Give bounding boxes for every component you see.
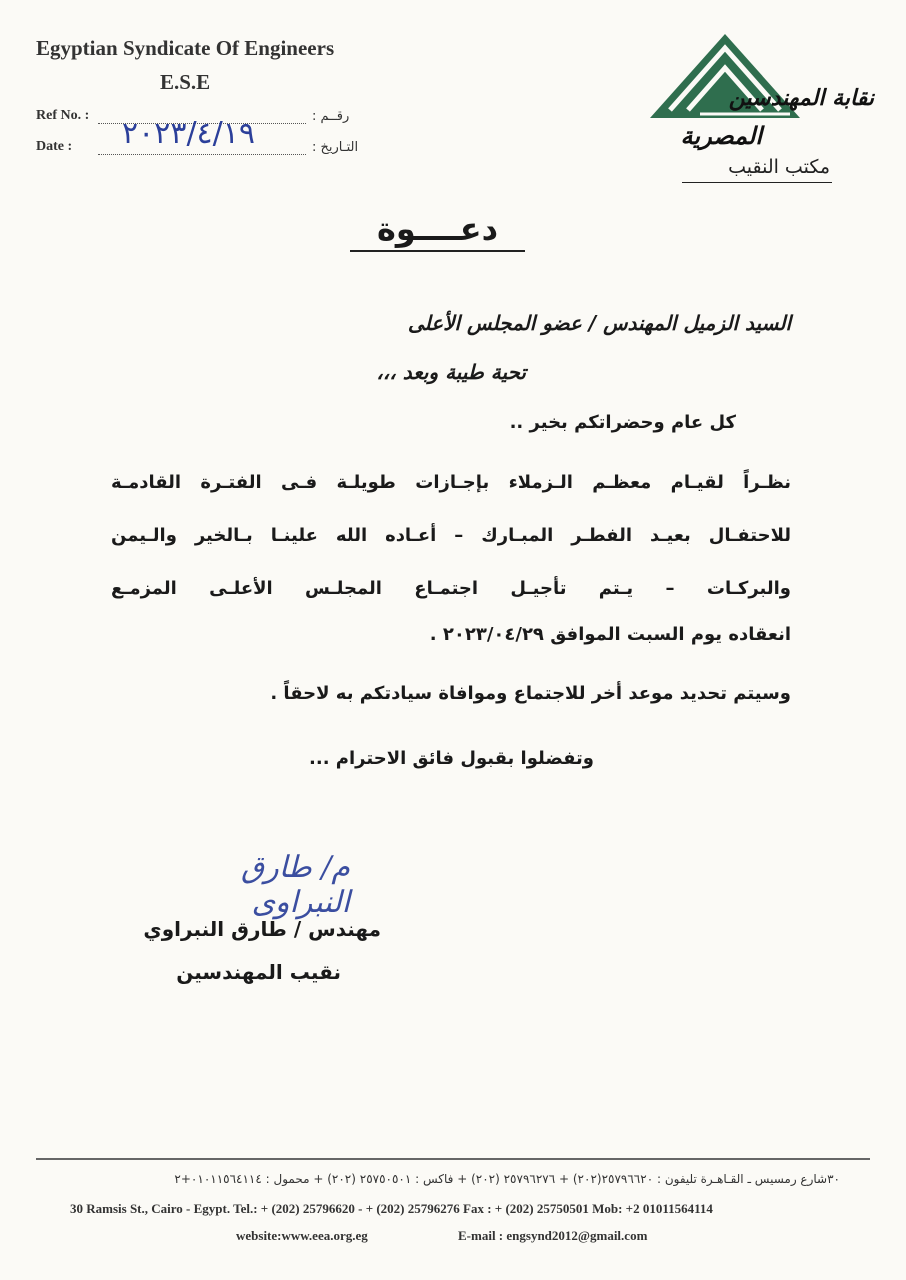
org-name-en: Egyptian Syndicate Of Engineers [36,36,335,60]
date-dotted-line [98,154,306,155]
syndicate-logo [640,30,880,190]
closing: وتفضلوا بقبول فائق الاحترام ... [309,748,594,769]
footer-divider [36,1158,870,1160]
ref-label-ar: رقــم : [312,109,350,124]
letter-title: دعــــوة [350,210,525,252]
date-label-ar: التـاريخ : [312,140,359,155]
followup: وسيتم تحديد موعد أخر للاجتماع وموافاة سيادتكم به لاحقاً . [270,683,791,704]
footer-address-ar: ٣٠شارع رمسيس ـ القـاهـرة تليفون : ٢٥٧٩٦٦٢٠(٢٠٢) + ٢٥٧٩٦٢٧٦ (٢٠٢) + فاكس : ٢٥٧٥٠٥٠١ (٢٠٢) + محمول : ٠١٠١١٥٦٤١١٤+٢ [174,1172,840,1186]
date-value: ٢٠٢٣/٤/١٩ [122,116,256,151]
addressee: السيد الزميل المهندس / عضو المجلس الأعلى [407,311,791,335]
handwritten-signature: م/ طارق النبراوى [241,850,350,920]
footer-address-en: 30 Ramsis St., Cairo - Egypt. Tel.: + (202) 25796620 - + (202) 25796276 Fax : + (202) 25750501 Mob: +2 01011564114 [70,1201,713,1216]
footer-website: website:www.eea.org.eg [236,1228,368,1243]
signatory-title: نقيب المهندسين [176,960,341,984]
date-label-en: Date : [36,139,73,154]
ref-label-en: Ref No. : [36,108,90,123]
body-line-1: نظـراً لقيـام معظـم الـزملاء بإجـازات طويلـة فـى الفتـرة القادمـة [111,472,791,493]
footer-email: E-mail : engsynd2012@gmail.com [458,1228,648,1243]
logo-text-line2: المصرية [680,122,762,150]
logo-office: مكتب النقيب [728,156,830,178]
logo-text-line1: نقابة المهندسين [728,86,874,111]
wishes: كل عام وحضراتكم بخير .. [509,412,736,433]
body-line-2: للاحتفـال بعيـد الفطـر المبـارك – أعـاده الله علينـا بـالخير والـيمن [111,525,791,546]
org-abbr: E.S.E [160,70,211,94]
logo-underline [682,182,832,183]
greeting: تحية طيبة وبعد ،،، [376,360,526,384]
body-line-3: والبركـات – يـتم تأجيـل اجتمـاع المجلـس الأعلـى المزمـع [111,578,791,599]
body-line-4: انعقاده يوم السبت الموافق ٢٠٢٣/٠٤/٢٩ . [429,624,791,645]
signatory-name: مهندس / طارق النبراوي [143,917,381,941]
